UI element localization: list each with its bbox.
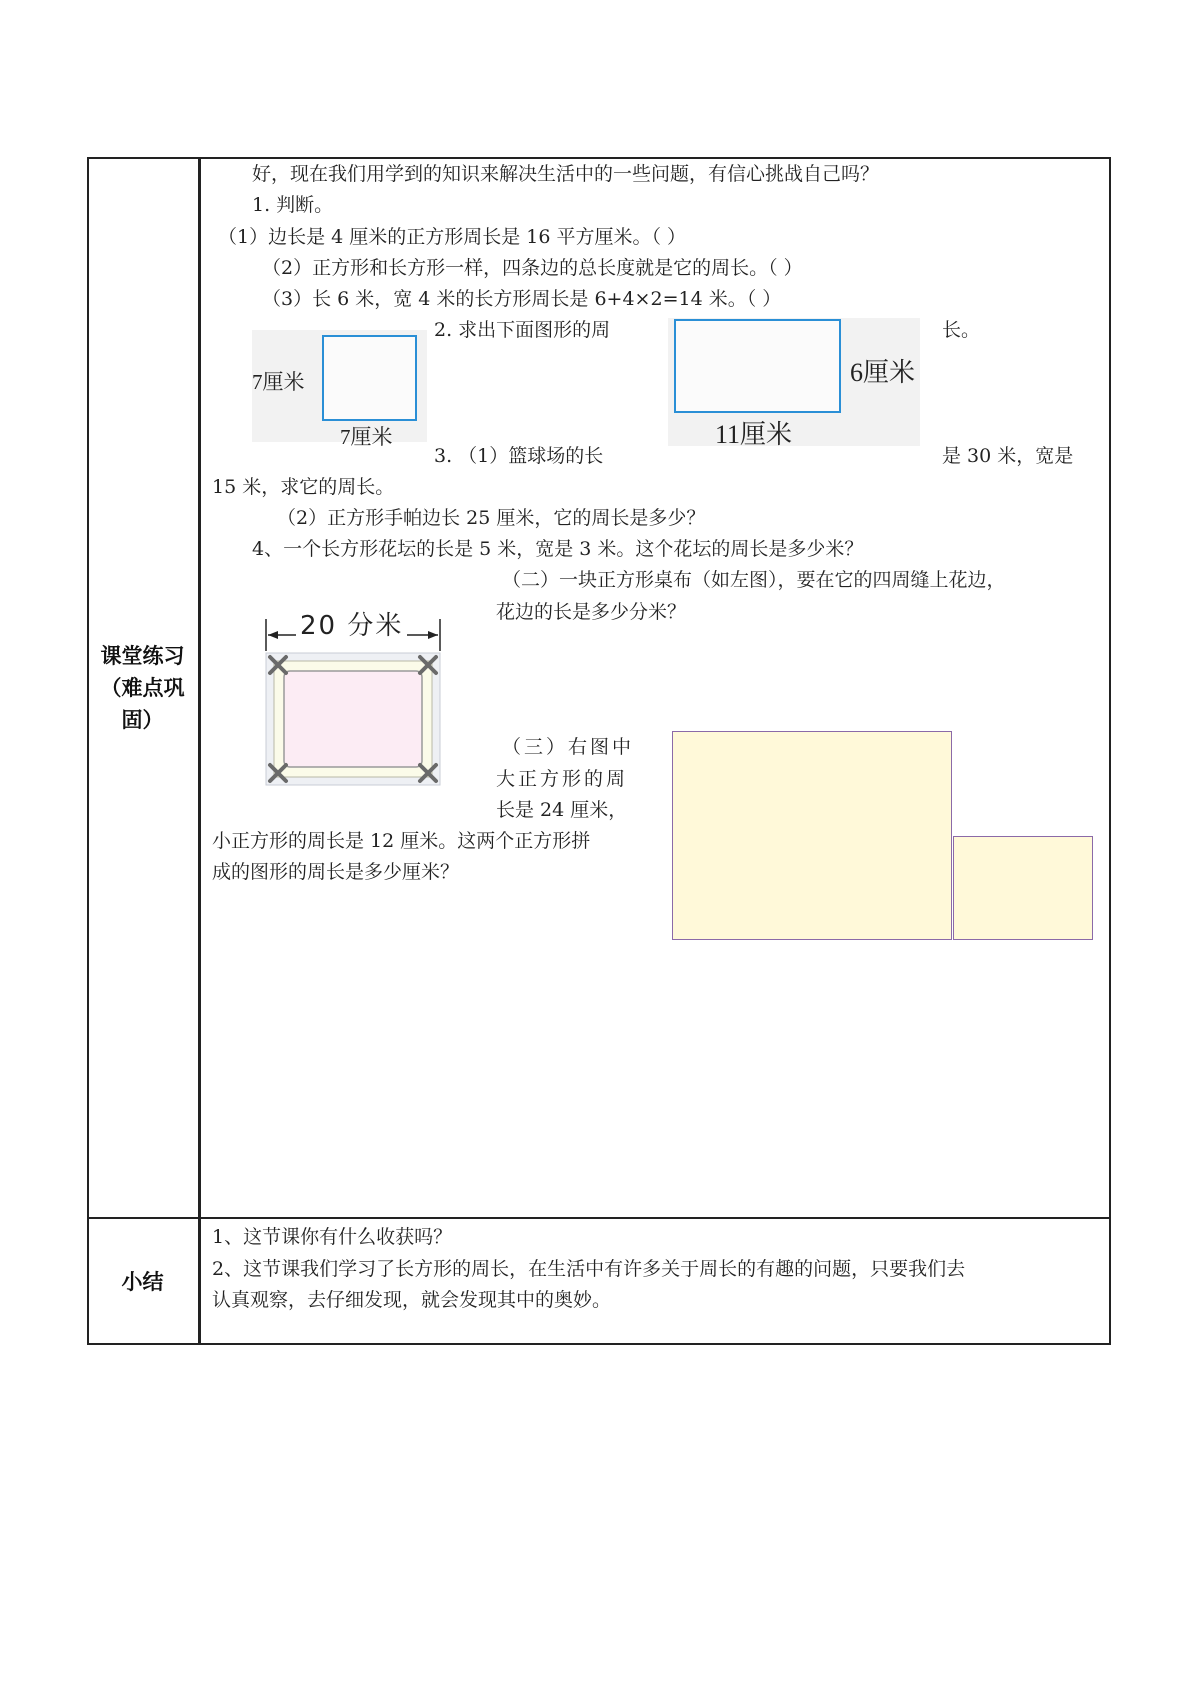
q6-line1: （三）右图中 bbox=[502, 736, 635, 758]
row-divider bbox=[87, 1217, 1111, 1219]
q3-text-cont: 15 米，求它的周长。 bbox=[212, 476, 395, 498]
q2-text-right: 长。 bbox=[942, 319, 981, 341]
square-side-label: 7厘米 bbox=[252, 370, 305, 394]
practice-label bbox=[87, 640, 198, 736]
q6-line2: 大正方形的周 bbox=[496, 768, 629, 790]
q1-title: 1. 判断。 bbox=[252, 194, 334, 216]
small-square bbox=[953, 836, 1093, 940]
summary-line1: 1、这节课你有什么收获吗？ bbox=[212, 1226, 453, 1248]
summary-label: 小结 bbox=[121, 1270, 164, 1294]
q3-text-right: 是 30 米，宽是 bbox=[942, 445, 1074, 467]
practice-label-line3: 固） bbox=[121, 708, 164, 732]
q5-line2: 花边的长是多少分米？ bbox=[496, 601, 687, 623]
rectangle-shape bbox=[674, 319, 841, 413]
practice-label-line1: 课堂练习 bbox=[100, 644, 185, 668]
q3-item2: （2）正方形手帕边长 25 厘米，它的周长是多少？ bbox=[277, 507, 706, 529]
q6-line4: 小正方形的周长是 12 厘米。这两个正方形拼 bbox=[212, 830, 591, 852]
q3-text-left: 3. （1）篮球场的长 bbox=[434, 445, 604, 467]
rectangle-side-label: 6厘米 bbox=[850, 358, 916, 387]
tablecloth-dimension-label: 20 分米 bbox=[296, 605, 407, 642]
q1-item2: （2）正方形和长方形一样，四条边的总长度就是它的周长。（ ） bbox=[262, 257, 803, 279]
q4-text: 4、一个长方形花坛的长是 5 米，宽是 3 米。这个花坛的周长是多少米？ bbox=[252, 538, 864, 560]
q1-item1: （1）边长是 4 厘米的正方形周长是 16 平方厘米。（ ） bbox=[218, 226, 687, 248]
q2-text-left: 2. 求出下面图形的周 bbox=[434, 319, 611, 341]
column-divider bbox=[198, 157, 201, 1345]
rectangle-figure bbox=[668, 318, 920, 449]
practice-intro: 好，现在我们用学到的知识来解决生活中的一些问题，有信心挑战自己吗？ bbox=[252, 163, 880, 185]
q6-line3: 长是 24 厘米， bbox=[496, 799, 628, 821]
practice-label-line2: （难点巩 bbox=[100, 676, 185, 700]
square-bottom-label: 7厘米 bbox=[340, 425, 393, 449]
q1-item3: （3）长 6 米，宽 4 米的长方形周长是 6+4×2=14 米。（ ） bbox=[262, 288, 782, 310]
q6-line5: 成的图形的周长是多少厘米？ bbox=[212, 861, 460, 883]
big-square bbox=[672, 731, 952, 940]
tablecloth-figure bbox=[262, 603, 444, 789]
summary-line3: 认真观察，去仔细发现，就会发现其中的奥妙。 bbox=[212, 1289, 612, 1311]
square-shape bbox=[322, 335, 417, 421]
rectangle-bottom-label: 11厘米 bbox=[715, 420, 793, 449]
q5-line1: （二）一块正方形桌布（如左图），要在它的四周缝上花边， bbox=[502, 569, 1006, 591]
summary-line2: 2、这节课我们学习了长方形的周长，在生活中有许多关于周长的有趣的问题，只要我们去 bbox=[212, 1258, 966, 1280]
square-figure bbox=[252, 330, 427, 449]
